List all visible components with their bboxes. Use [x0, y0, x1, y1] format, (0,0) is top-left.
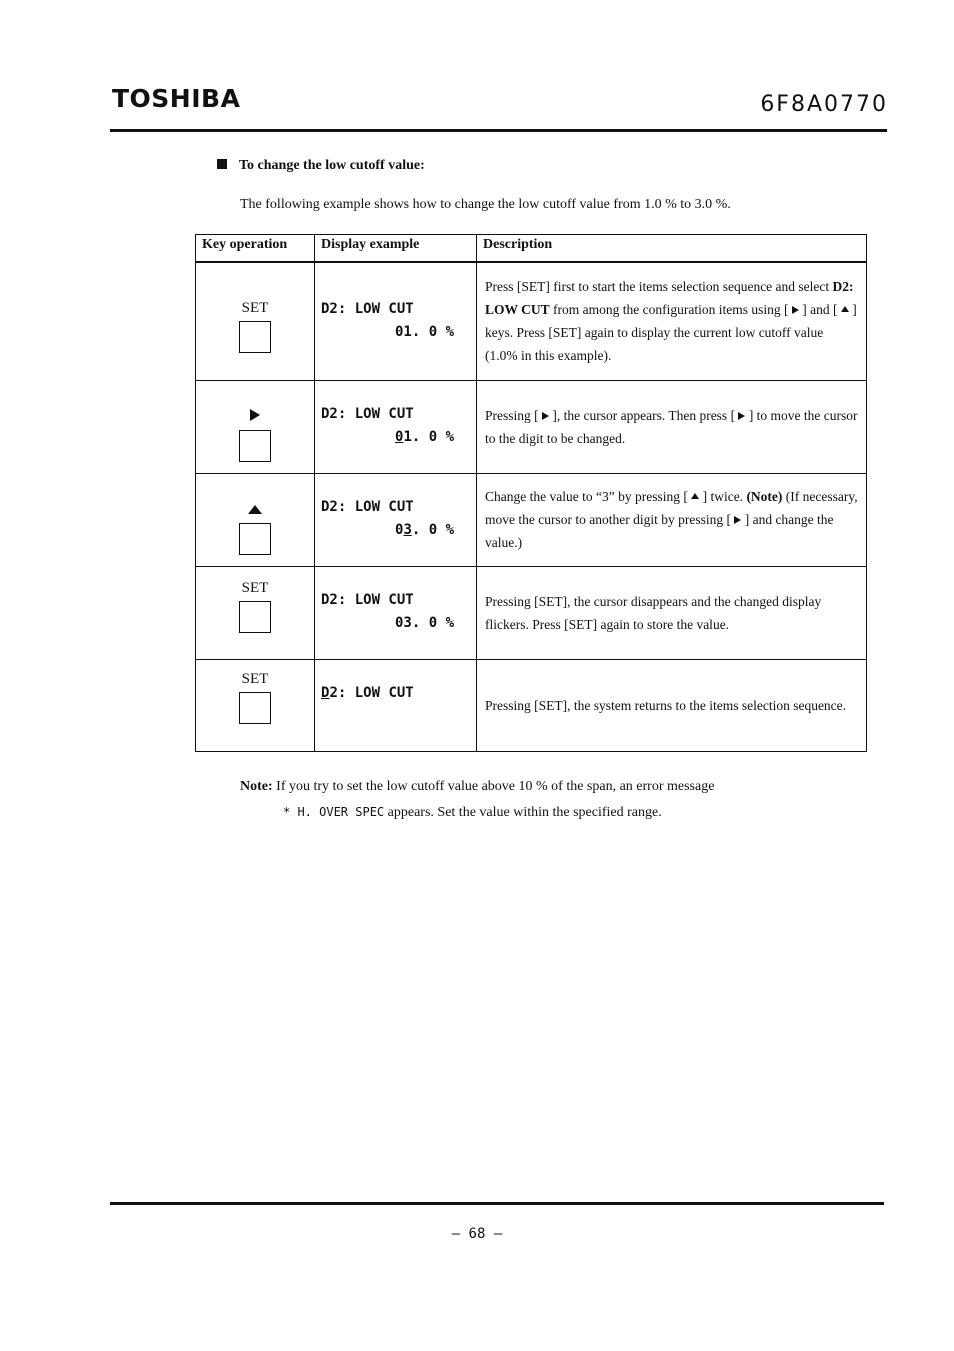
display-line-2 [395, 429, 454, 445]
display-cell [315, 566, 477, 659]
desc-text: Change the value to “3” by pressing [ [485, 489, 692, 504]
key-box-icon [239, 601, 271, 633]
desc-bold: D2: LOW CUT [485, 279, 854, 318]
up-arrow-icon [691, 493, 699, 499]
footer-rule [110, 1202, 884, 1205]
right-arrow-icon [792, 306, 799, 314]
header-description: Description [477, 235, 867, 263]
key-cell [196, 262, 315, 380]
display-cell [315, 473, 477, 566]
table-row [196, 566, 867, 659]
key-box-icon [239, 692, 271, 724]
desc-text: ] and change the value.) [485, 512, 834, 550]
header-rule [110, 129, 887, 132]
note [240, 779, 714, 795]
desc-text: Pressing [SET], the system returns to the items selection sequence. [485, 697, 847, 713]
note-text: appears. Set the value within the specified range. [384, 805, 662, 820]
section-title-text: To change the low cutoff value: [239, 158, 425, 173]
note-text: If you try to set the low cutoff value above 10 % of the span, an error message [272, 779, 715, 794]
desc-text: ] and [ [798, 302, 841, 318]
right-arrow-key-icon [250, 409, 260, 421]
header-key-operation: Key operation [196, 235, 315, 263]
key-cell [196, 659, 315, 751]
cursor-digit: 0 [395, 428, 404, 445]
description-cell [477, 473, 867, 566]
cursor-char: D [321, 684, 330, 701]
desc-text: Pressing [SET], the cursor disappears and the changed display flickers. Press [SET] again to store the value. [485, 593, 822, 632]
key-cell [196, 566, 315, 659]
desc-text: ] keys. Press [SET] again to display the current low cutoff value (1.0% in this example). [485, 302, 857, 364]
display-rest: 1. 0 % [403, 428, 455, 445]
display-cell [315, 262, 477, 380]
display-cell [315, 659, 477, 751]
display-rest: 2: LOW CUT [329, 684, 414, 701]
table-row [196, 473, 867, 566]
up-arrow-key-icon [248, 505, 262, 514]
key-box-icon [239, 523, 271, 555]
cursor-digit: 3 [403, 521, 412, 538]
display-line-2: 01. 0 % [395, 324, 455, 340]
desc-text: Pressing [ [485, 407, 542, 423]
description-cell [477, 262, 867, 380]
desc-text: from among the configuration items using [ [549, 302, 792, 318]
display-rest: . 0 % [411, 521, 455, 538]
page-number: — 68 — [451, 1226, 503, 1242]
key-label: SET [241, 579, 269, 596]
desc-text: ] to move the cursor to the digit to be changed. [485, 407, 858, 446]
key-operation-table [195, 234, 867, 752]
desc-text: ] twice. [699, 489, 747, 504]
key-box-icon [239, 430, 271, 462]
display-line-1: D2: LOW CUT [321, 301, 414, 317]
table-row [196, 380, 867, 473]
description-cell [477, 566, 867, 659]
note-continued [283, 805, 662, 821]
up-arrow-icon [841, 306, 849, 312]
display-cell [315, 380, 477, 473]
display-line-1 [321, 685, 414, 701]
right-arrow-icon [542, 412, 549, 420]
key-cell [196, 473, 315, 566]
key-cell [196, 380, 315, 473]
display-line-1: D2: LOW CUT [321, 591, 414, 608]
desc-bold: (Note) [746, 489, 783, 504]
key-label: SET [241, 670, 269, 687]
description-cell [477, 659, 867, 751]
desc-text: (If necessary, move the cursor to another digit by pressing [ [485, 489, 858, 527]
display-pre: 0 [395, 521, 404, 538]
display-line-2 [395, 522, 454, 538]
section-title [217, 158, 425, 174]
display-line-1: D2: LOW CUT [321, 405, 414, 422]
desc-text: Press [SET] first to start the items selection sequence and select [485, 279, 833, 295]
bullet-icon [217, 159, 227, 169]
description-cell [477, 380, 867, 473]
display-line-1: D2: LOW CUT [321, 498, 414, 515]
display-line-2: 03. 0 % [395, 614, 455, 631]
desc-text: ], the cursor appears. Then press [ [549, 407, 739, 423]
brand-logo: TOSHIBA [112, 84, 241, 113]
intro-text: The following example shows how to change the low cutoff value from 1.0 % to 3.0 %. [240, 197, 731, 212]
table-header-row [196, 235, 867, 263]
key-label: SET [241, 300, 269, 316]
key-box-icon [239, 321, 271, 353]
note-label: Note: [240, 779, 273, 794]
document-number: 6F8A0770 [760, 92, 888, 117]
table-row [196, 262, 867, 380]
table-row [196, 659, 867, 751]
error-message-code: * H. OVER SPEC [283, 805, 385, 819]
header-display-example: Display example [315, 235, 477, 263]
